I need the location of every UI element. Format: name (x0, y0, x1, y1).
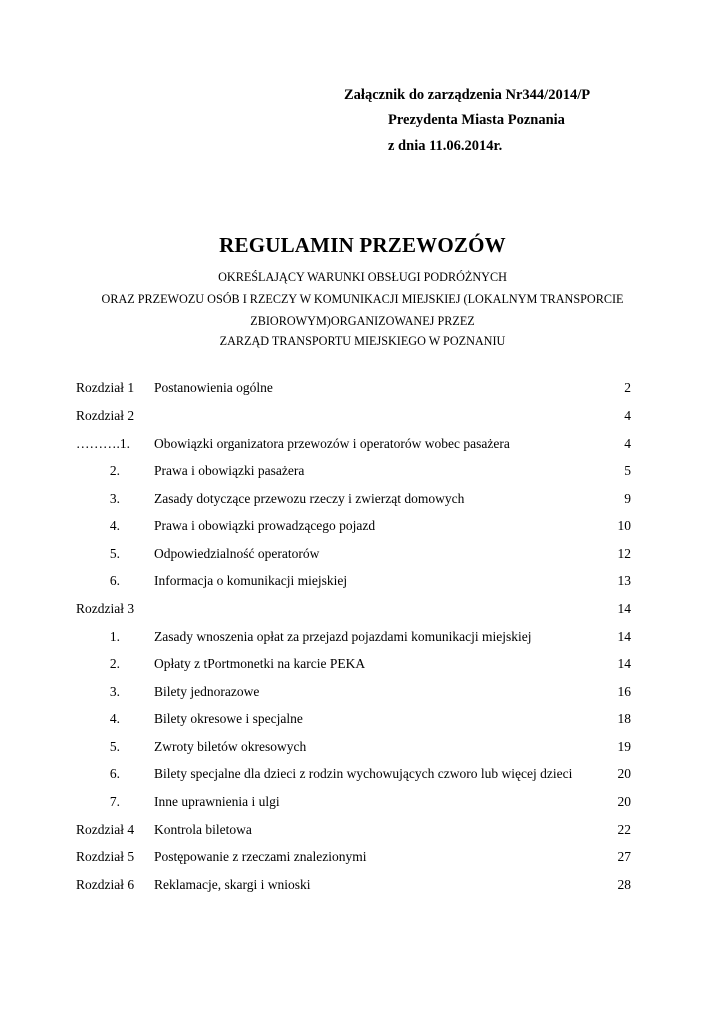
toc-entry-title: Zasady wnoszenia opłat za przejazd pojazdami komunikacji miejskiej (154, 629, 532, 644)
toc-entry-title: Inne uprawnienia i ulgi (154, 794, 280, 809)
attachment-reference: Załącznik do zarządzenia Nr344/2014/P (344, 87, 591, 103)
toc-entry-title: Obowiązki organizatora przewozów i operatorów wobec pasażera (154, 436, 510, 451)
toc-section-number: 4. (109, 518, 120, 533)
toc-page-number: 20 (617, 794, 631, 809)
toc-page-number: 16 (617, 684, 631, 699)
toc-page-number: 14 (617, 656, 631, 671)
toc-section-number: 5. (109, 546, 120, 561)
toc-chapter-label: Rozdział 5 (76, 849, 135, 864)
toc-page-number: 4 (624, 408, 631, 423)
toc-section-number: 6. (109, 766, 120, 781)
subtitle-line-4: ZARZĄD TRANSPORTU MIEJSKIEGO W POZNANIU (219, 334, 506, 348)
toc-entry (0, 491, 725, 511)
toc-page-number: 14 (617, 601, 631, 616)
toc-section-number: 4. (109, 711, 120, 726)
toc-section-number: 7. (109, 794, 120, 809)
toc-entry (0, 518, 725, 538)
toc-chapter-label: Rozdział 4 (76, 822, 135, 837)
toc-page-number: 10 (617, 518, 631, 533)
toc-entry (0, 794, 725, 814)
toc-page-number: 12 (617, 546, 631, 561)
toc-page-number: 13 (617, 573, 631, 588)
toc-section-number: 2. (109, 463, 120, 478)
toc-entry-title: Prawa i obowiązki pasażera (154, 463, 305, 478)
toc-entry-title: Postępowanie z rzeczami znalezionymi (154, 849, 367, 864)
toc-entry-title: Kontrola biletowa (154, 822, 252, 837)
subtitle-line-3: ZBIOROWYM)ORGANIZOWANEJ PRZEZ (250, 314, 475, 328)
toc-entry-title: Zasady dotyczące przewozu rzeczy i zwierząt domowych (154, 491, 465, 506)
toc-page-number: 22 (617, 822, 631, 837)
toc-chapter-label: Rozdział 2 (76, 408, 135, 423)
toc-entry (0, 849, 725, 869)
toc-page-number: 4 (624, 436, 631, 451)
toc-chapter-label: Rozdział 3 (76, 601, 135, 616)
toc-entry-title: Opłaty z tPortmonetki na karcie PEKA (154, 656, 366, 671)
subtitle-line-2: ORAZ PRZEWOZU OSÓB I RZECZY W KOMUNIKACJI MIEJSKIEJ (LOKALNYM TRANSPORCIE (101, 292, 624, 306)
toc-page-number: 9 (624, 491, 631, 506)
toc-entry (0, 877, 725, 897)
toc-page-number: 18 (617, 711, 631, 726)
toc-entry (0, 546, 725, 566)
toc-section-number: 1. (109, 629, 120, 644)
toc-entry (0, 739, 725, 759)
subtitle-line-1: OKREŚLAJĄCY WARUNKI OBSŁUGI PODRÓŻNYCH (218, 270, 507, 284)
issue-date: z dnia 11.06.2014r. (388, 138, 503, 154)
toc-entry-title: Zwroty biletów okresowych (154, 739, 307, 754)
toc-page-number: 28 (617, 877, 631, 892)
toc-entry (0, 711, 725, 731)
toc-entry-title: Bilety jednorazowe (154, 684, 260, 699)
toc-entry-title: Bilety okresowe i specjalne (154, 711, 303, 726)
toc-entry (0, 656, 725, 676)
toc-entry (0, 463, 725, 483)
toc-entry (0, 629, 725, 649)
toc-chapter-label: Rozdział 1 (76, 380, 135, 395)
toc-page-number: 20 (617, 766, 631, 781)
toc-section-number: 3. (109, 491, 120, 506)
toc-entry-title: Bilety specjalne dla dzieci z rodzin wychowujących czworo lub więcej dzieci (154, 766, 573, 781)
toc-entry (0, 380, 725, 400)
toc-entry-title: Informacja o komunikacji miejskiej (154, 573, 348, 588)
toc-entry (0, 601, 725, 621)
toc-entry-title: Prawa i obowiązki prowadzącego pojazd (154, 518, 376, 533)
toc-page-number: 19 (617, 739, 631, 754)
toc-section-number: 5. (109, 739, 120, 754)
toc-entry-title: Postanowienia ogólne (154, 380, 273, 395)
toc-chapter-label: Rozdział 6 (76, 877, 135, 892)
toc-page-number: 14 (617, 629, 631, 644)
toc-entry (0, 684, 725, 704)
toc-entry-title: Odpowiedzialność operatorów (154, 546, 320, 561)
toc-entry (0, 822, 725, 842)
toc-entry (0, 766, 725, 786)
issuer: Prezydenta Miasta Poznania (388, 112, 565, 128)
toc-section-number: 6. (109, 573, 120, 588)
toc-entry (0, 573, 725, 593)
toc-page-number: 5 (624, 463, 631, 478)
toc-page-number: 27 (617, 849, 631, 864)
toc-section-number: 2. (109, 656, 120, 671)
toc-section-number: ……….1. (76, 436, 130, 451)
toc-entry (0, 436, 725, 456)
toc-section-number: 3. (109, 684, 120, 699)
toc-page-number: 2 (624, 380, 631, 395)
document-title: REGULAMIN PRZEWOZÓW (219, 233, 506, 257)
toc-entry-title: Reklamacje, skargi i wnioski (154, 877, 311, 892)
toc-entry (0, 408, 725, 428)
